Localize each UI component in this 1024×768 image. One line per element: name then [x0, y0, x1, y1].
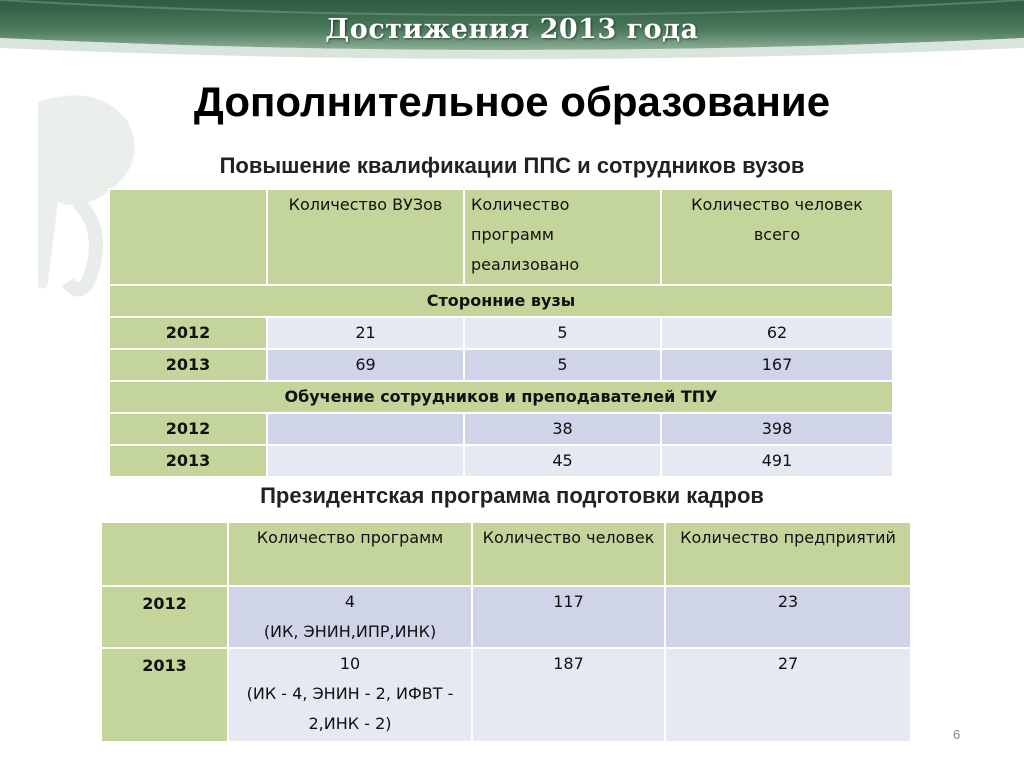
table1-title: Повышение квалификации ППС и сотрудников вузов: [219, 153, 805, 178]
cell-vuz: 21: [267, 317, 464, 349]
header-company-count: Количество предприятий: [665, 522, 911, 586]
row-year: 2013: [109, 349, 267, 381]
cell-people: 187: [472, 648, 665, 742]
page-number: 6: [953, 727, 961, 742]
cell-vuz: [267, 445, 464, 477]
cell-programs: 5: [464, 317, 661, 349]
presidential-program-table: [100, 521, 912, 743]
cell-people: 398: [661, 413, 893, 445]
row-year: 2012: [109, 413, 267, 445]
row-year: 2012: [109, 317, 267, 349]
header-program-count: Количество программ: [228, 522, 472, 586]
table-row: [101, 586, 911, 648]
table-row: [109, 445, 893, 477]
header-people-count: Количество человек: [472, 522, 665, 586]
main-title: Дополнительное образование: [193, 78, 831, 125]
cell-people: 117: [472, 586, 665, 648]
cell-programs: 38: [464, 413, 661, 445]
header-empty-cell: [101, 522, 228, 586]
row-year: 2012: [101, 586, 228, 648]
qualification-table: [108, 188, 894, 478]
program-detail: (ИК - 4, ЭНИН - 2, ИФВТ - 2,ИНК - 2): [246, 684, 454, 733]
header-vuz-count: Количество ВУЗов: [267, 189, 464, 285]
row-year: 2013: [109, 445, 267, 477]
cell-programs: [228, 586, 472, 648]
program-count: 4: [344, 592, 356, 611]
program-count: 10: [339, 654, 361, 673]
row-year: 2013: [101, 648, 228, 742]
section-title-tpu: Обучение сотрудников и преподавателей ТПУ: [109, 381, 893, 413]
table-row: [109, 317, 893, 349]
header-program-count: Количество программ реализовано: [464, 189, 661, 285]
section-title-external: Сторонние вузы: [109, 285, 893, 317]
cell-programs: [228, 648, 472, 742]
program-detail: (ИК, ЭНИН,ИПР,ИНК): [263, 622, 437, 641]
cell-programs: 45: [464, 445, 661, 477]
header-empty-cell: [109, 189, 267, 285]
table-row: [109, 413, 893, 445]
cell-programs: 5: [464, 349, 661, 381]
header-people-total: Количество человек всего: [661, 189, 893, 285]
table-row: [101, 648, 911, 742]
cell-people: 491: [661, 445, 893, 477]
table2-title: Президентская программа подготовки кадров: [260, 483, 764, 508]
cell-vuz: 69: [267, 349, 464, 381]
cell-companies: 27: [665, 648, 911, 742]
cell-vuz: [267, 413, 464, 445]
cell-people: 62: [661, 317, 893, 349]
banner-title: Достижения 2013 года: [325, 14, 699, 45]
cell-companies: 23: [665, 586, 911, 648]
table-row: [109, 349, 893, 381]
cell-people: 167: [661, 349, 893, 381]
